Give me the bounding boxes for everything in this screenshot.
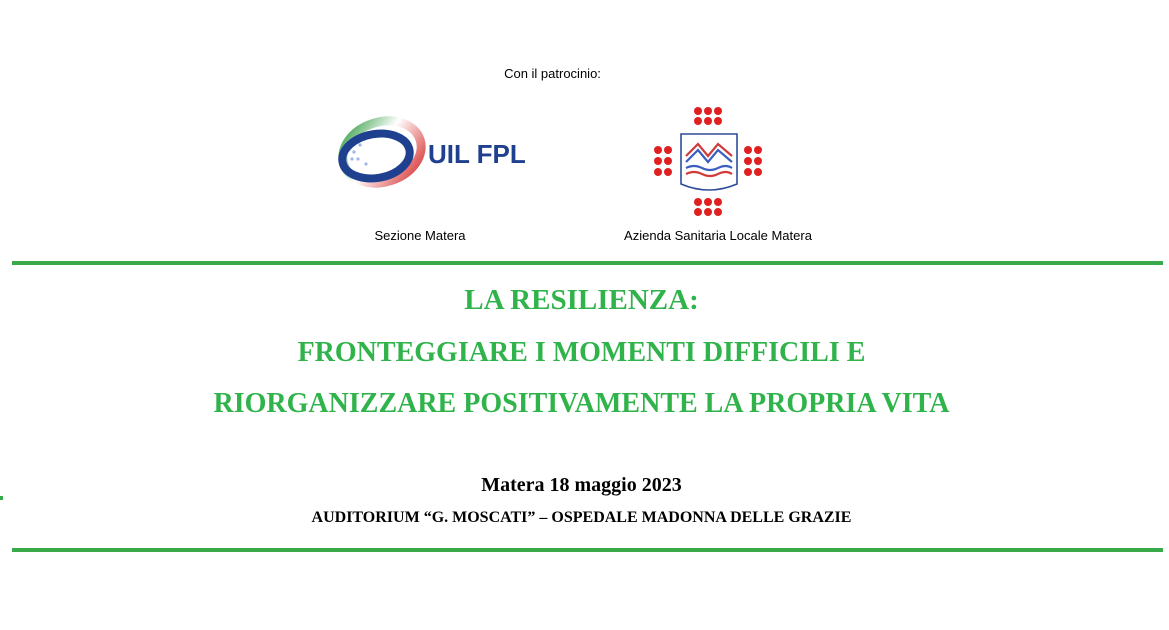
divider-bottom	[12, 548, 1163, 552]
patronage-label: Con il patrocinio:	[504, 66, 601, 81]
title-line-2: FRONTEGGIARE I MOMENTI DIFFICILI E	[297, 337, 866, 368]
asl-caption: Azienda Sanitaria Locale Matera	[624, 228, 812, 243]
asl-matera-logo	[648, 104, 772, 224]
uil-caption: Sezione Matera	[374, 228, 466, 243]
title-line-3: RIORGANIZZARE POSITIVAMENTE LA PROPRIA VITA	[213, 388, 950, 419]
event-date: Matera 18 maggio 2023	[481, 474, 682, 496]
uil-fpl-logo	[336, 112, 526, 190]
divider-top	[12, 261, 1163, 265]
event-venue: AUDITORIUM “G. MOSCATI” – OSPEDALE MADONNA DELLE GRAZIE	[311, 509, 852, 526]
uil-fpl-text: UIL FPL	[428, 139, 526, 169]
title-line-1: LA RESILIENZA:	[464, 284, 699, 316]
